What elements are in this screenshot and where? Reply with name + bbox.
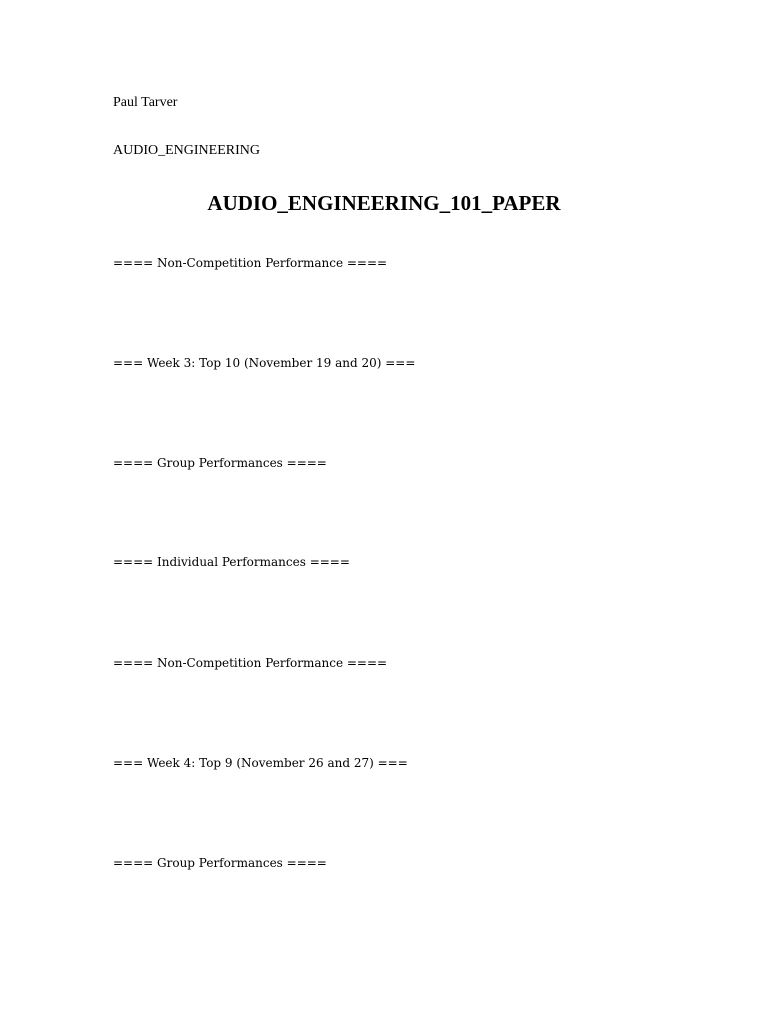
section-heading: ==== Non-Competition Performance ====	[113, 256, 388, 270]
section-heading: ==== Group Performances ====	[113, 456, 327, 470]
section-heading: ==== Non-Competition Performance ====	[113, 656, 388, 670]
course-name: AUDIO_ENGINEERING	[113, 143, 260, 158]
section-heading: === Week 3: Top 10 (November 19 and 20) ===	[113, 356, 416, 370]
section-heading: === Week 4: Top 9 (November 26 and 27) ===	[113, 756, 408, 770]
section-heading: ==== Group Performances ====	[113, 856, 327, 870]
author-name: Paul Tarver	[113, 95, 178, 110]
section-heading: ==== Individual Performances ====	[113, 555, 350, 569]
document-title: AUDIO_ENGINEERING_101_PAPER	[207, 191, 561, 215]
